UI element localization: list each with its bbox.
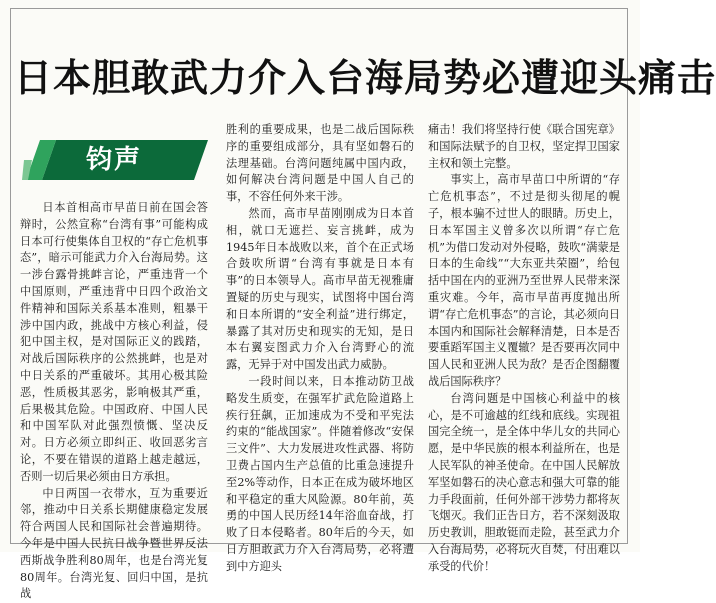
article-column-1 — [20, 200, 208, 601]
article-column-2 — [226, 122, 414, 573]
paragraph: 事实上，高市早苗口中所谓的“存亡危机事态”，不过是彻头彻尾的幌子，根本骗不过世人的眼睛。历史上，日本军国主义曾多次以所谓“存亡危机”为借口发动对外侵略，鼓吹“满蒙是日本的生命线”“大东亚共荣圈”，给包括中国在内的亚洲乃至世界人民带来深重灾难。今年，高市早苗再度抛出所谓“存亡危机事态”的言论，其必须向日本国内和国际社会解释清楚，日本是否要重蹈军国主义覆辙？是否要再次同中国人民和亚洲人民为敌？是否企图翻覆战后国际秩序？ — [428, 173, 620, 388]
article-headline: 日本胆敢武力介入台海局势必遭迎头痛击 — [14, 56, 716, 100]
paragraph: 中日两国一衣带水，互为重要近邻，推动中日关系长期健康稳定发展符合两国人民和国际社会普遍期待。今年是中国人民抗日战争暨世界反法西斯战争胜利80周年，也是台湾光复80周年。台湾光复、回归中国，是抗战 — [20, 486, 208, 601]
paragraph: 然而，高市早苗刚刚成为日本首相，就口无遮拦、妄言挑衅，成为1945年日本战败以来，首个在正式场合鼓吹所谓“台湾有事就是日本有事”的日本领导人。高市早苗无视雅庸置疑的历史与现实，试图将中国台湾和日本所谓的“安全利益”进行绑定，暴露了其对历史和现实的无知，是日本右翼妄图武力介入台湾野心的流露，无异于对中国发出武力威胁。 — [226, 206, 414, 372]
column-label: 钧声 — [86, 145, 143, 175]
paragraph: 台湾问题是中国核心利益中的核心，是不可逾越的红线和底线。实现祖国完全统一，是全体中华儿女的共同心愿，是中华民族的根本利益所在，也是人民军队的神圣使命。在中国人民解放军坚如磐石的决心意志和强大可靠的能力手段面前，任何外部干涉势力都将灰飞烟灭。我们正告日方，若不深刻汲取历史教训，胆敢铤而走险，甚至武力介入台海局势，必将玩火自焚，付出难以承受的代价！ — [428, 391, 620, 573]
paragraph: 日本首相高市早苗日前在国会答辩时，公然宣称“台湾有事”可能构成日本可行使集体自卫权的“存亡危机事态”，暗示可能武力介入台海局势。这一涉台露骨挑衅言论，严重违背一个中国原则，严重违背中日四个政治文件精神和国际关系基本准则，粗暴干涉中国内政，挑战中方核心利益，侵犯中国主权，是对国际正义的践踏，对战后国际秩序的公然挑衅，也是对中日关系的严重破坏。其用心极其险恶，性质极其恶劣，影响极其严重，后果极其危险。中国政府、中国人民和中国军队对此强烈愤慨、坚决反对。日方必须立即纠正、收回恶劣言论，不要在错误的道路上越走越远，否则一切后果必须由日方承担。 — [20, 201, 208, 483]
article-column-3 — [428, 122, 620, 573]
paragraph: 一段时间以来，日本推动防卫战略发生质变，在强军扩武危险道路上疾行狂飙，正加速成为不受和平宪法约束的“能战国家”。伴随着修改“安保三文件”、大力发展进攻性武器、将防卫费占国内生产总值的比重急速提升至2%等动作，日本正在成为破坏地区和平稳定的重大风险源。80年前，英勇的中国人民历经14年浴血奋战，打败了日本侵略者。80年后的今天，如日方胆敢武力介入台湾局势，必将遭到中方迎头 — [226, 374, 414, 573]
paragraph: 胜利的重要成果，也是二战后国际秩序的重要组成部分，具有坚如磐石的法理基础。台湾问题纯属中国内政，如何解决台湾问题是中国人自己的事，不容任何外来干涉。 — [226, 123, 414, 204]
paragraph: 痛击！我们将坚持行使《联合国宪章》和国际法赋予的自卫权，坚定捍卫国家主权和领土完整。 — [428, 123, 620, 170]
column-badge — [22, 136, 208, 184]
